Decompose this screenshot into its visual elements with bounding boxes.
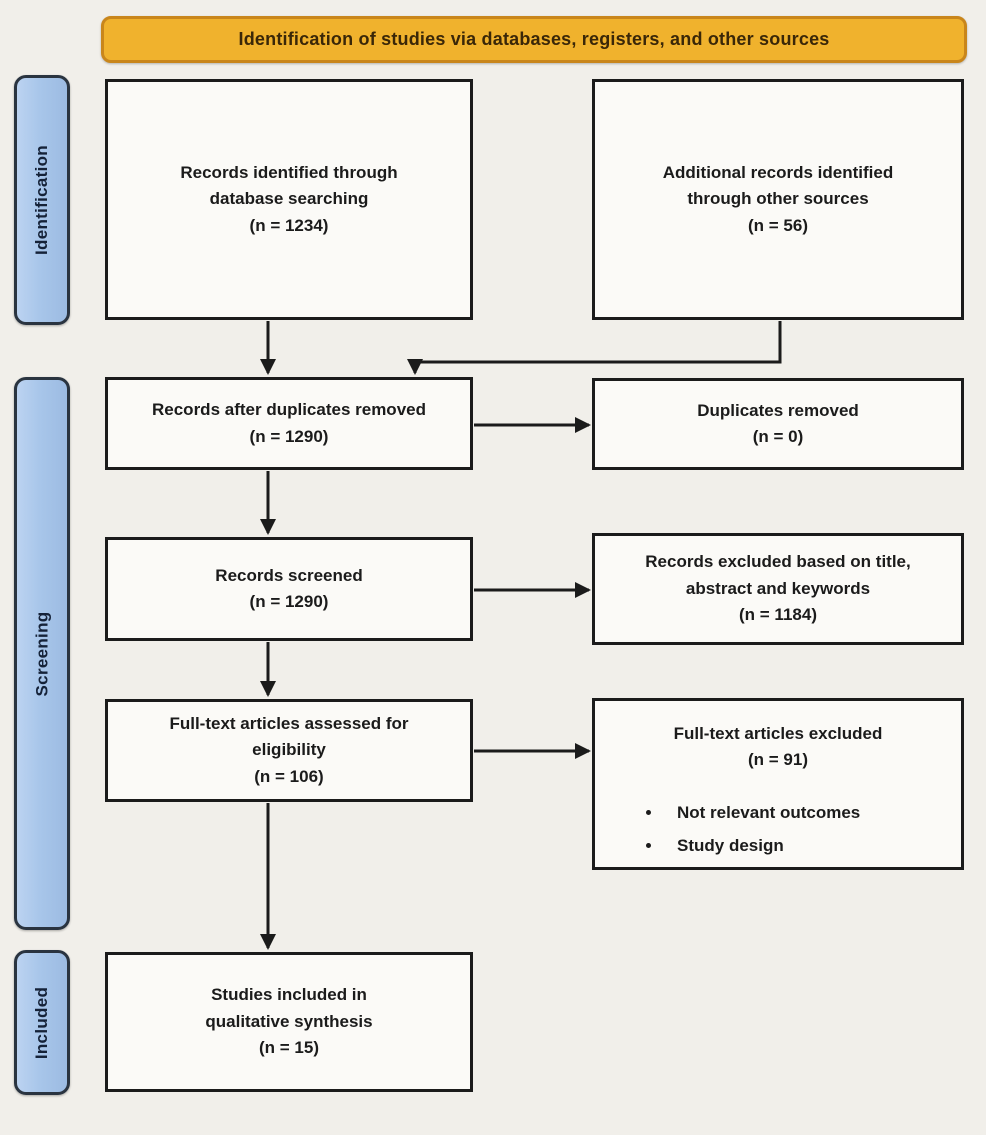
box-count: (n = 1234) bbox=[249, 215, 329, 235]
box-count: (n = 106) bbox=[254, 766, 324, 786]
box-text-line: Studies included in bbox=[211, 985, 367, 1005]
stage-label-screening-text: Screening bbox=[32, 611, 51, 696]
box-additional-records bbox=[592, 79, 964, 320]
box-count: (n = 1290) bbox=[249, 592, 329, 611]
box-records-excluded bbox=[592, 533, 964, 645]
box-count: (n = 0) bbox=[752, 427, 804, 446]
diagram-title: Identification of studies via databases, registers, and other sources bbox=[238, 29, 830, 49]
box-text-line: eligibility bbox=[252, 740, 326, 760]
box-count: (n = 91) bbox=[748, 750, 808, 770]
box-duplicates-removed bbox=[592, 378, 964, 470]
stage-label-identification-text: Identification bbox=[32, 145, 52, 255]
box-after-duplicates-removed bbox=[105, 377, 473, 470]
box-text-line: Records screened bbox=[215, 565, 363, 585]
box-studies-included bbox=[105, 952, 473, 1092]
arrow-additional-to-after-duplicates bbox=[415, 321, 780, 373]
box-text-line: database searching bbox=[209, 189, 369, 209]
box-text-line: Records identified through bbox=[180, 162, 398, 182]
box-text-line: Additional records identified bbox=[662, 162, 894, 182]
box-text-line: Records after duplicates removed bbox=[152, 400, 426, 420]
exclusion-reason-item: • Study design bbox=[663, 833, 951, 859]
box-fulltext-excluded bbox=[592, 698, 964, 870]
stage-label-included-text: Included bbox=[32, 986, 52, 1059]
stage-label-included bbox=[14, 950, 70, 1095]
box-fulltext-assessed bbox=[105, 699, 473, 802]
box-text-line: qualitative synthesis bbox=[205, 1011, 373, 1031]
box-text-line: Records excluded based on title, bbox=[645, 552, 911, 572]
stage-label-identification bbox=[14, 75, 70, 325]
diagram-title-banner bbox=[101, 16, 967, 63]
box-records-identified bbox=[105, 79, 473, 320]
box-count: (n = 1184) bbox=[739, 605, 817, 625]
box-count: (n = 1290) bbox=[249, 426, 329, 446]
box-text-line: Full-text articles assessed for bbox=[169, 713, 409, 733]
box-text-line: abstract and keywords bbox=[685, 578, 871, 598]
box-count: (n = 56) bbox=[748, 215, 808, 235]
box-text-line: through other sources bbox=[687, 189, 869, 209]
box-text-line: Full-text articles excluded bbox=[673, 724, 883, 743]
box-text-line: Duplicates removed bbox=[697, 400, 859, 420]
box-count: (n = 15) bbox=[259, 1038, 319, 1058]
exclusion-reason-list bbox=[605, 800, 951, 867]
box-records-screened bbox=[105, 537, 473, 641]
stage-label-screening bbox=[14, 377, 70, 930]
exclusion-reason-item: • Not relevant outcomes bbox=[663, 800, 951, 826]
